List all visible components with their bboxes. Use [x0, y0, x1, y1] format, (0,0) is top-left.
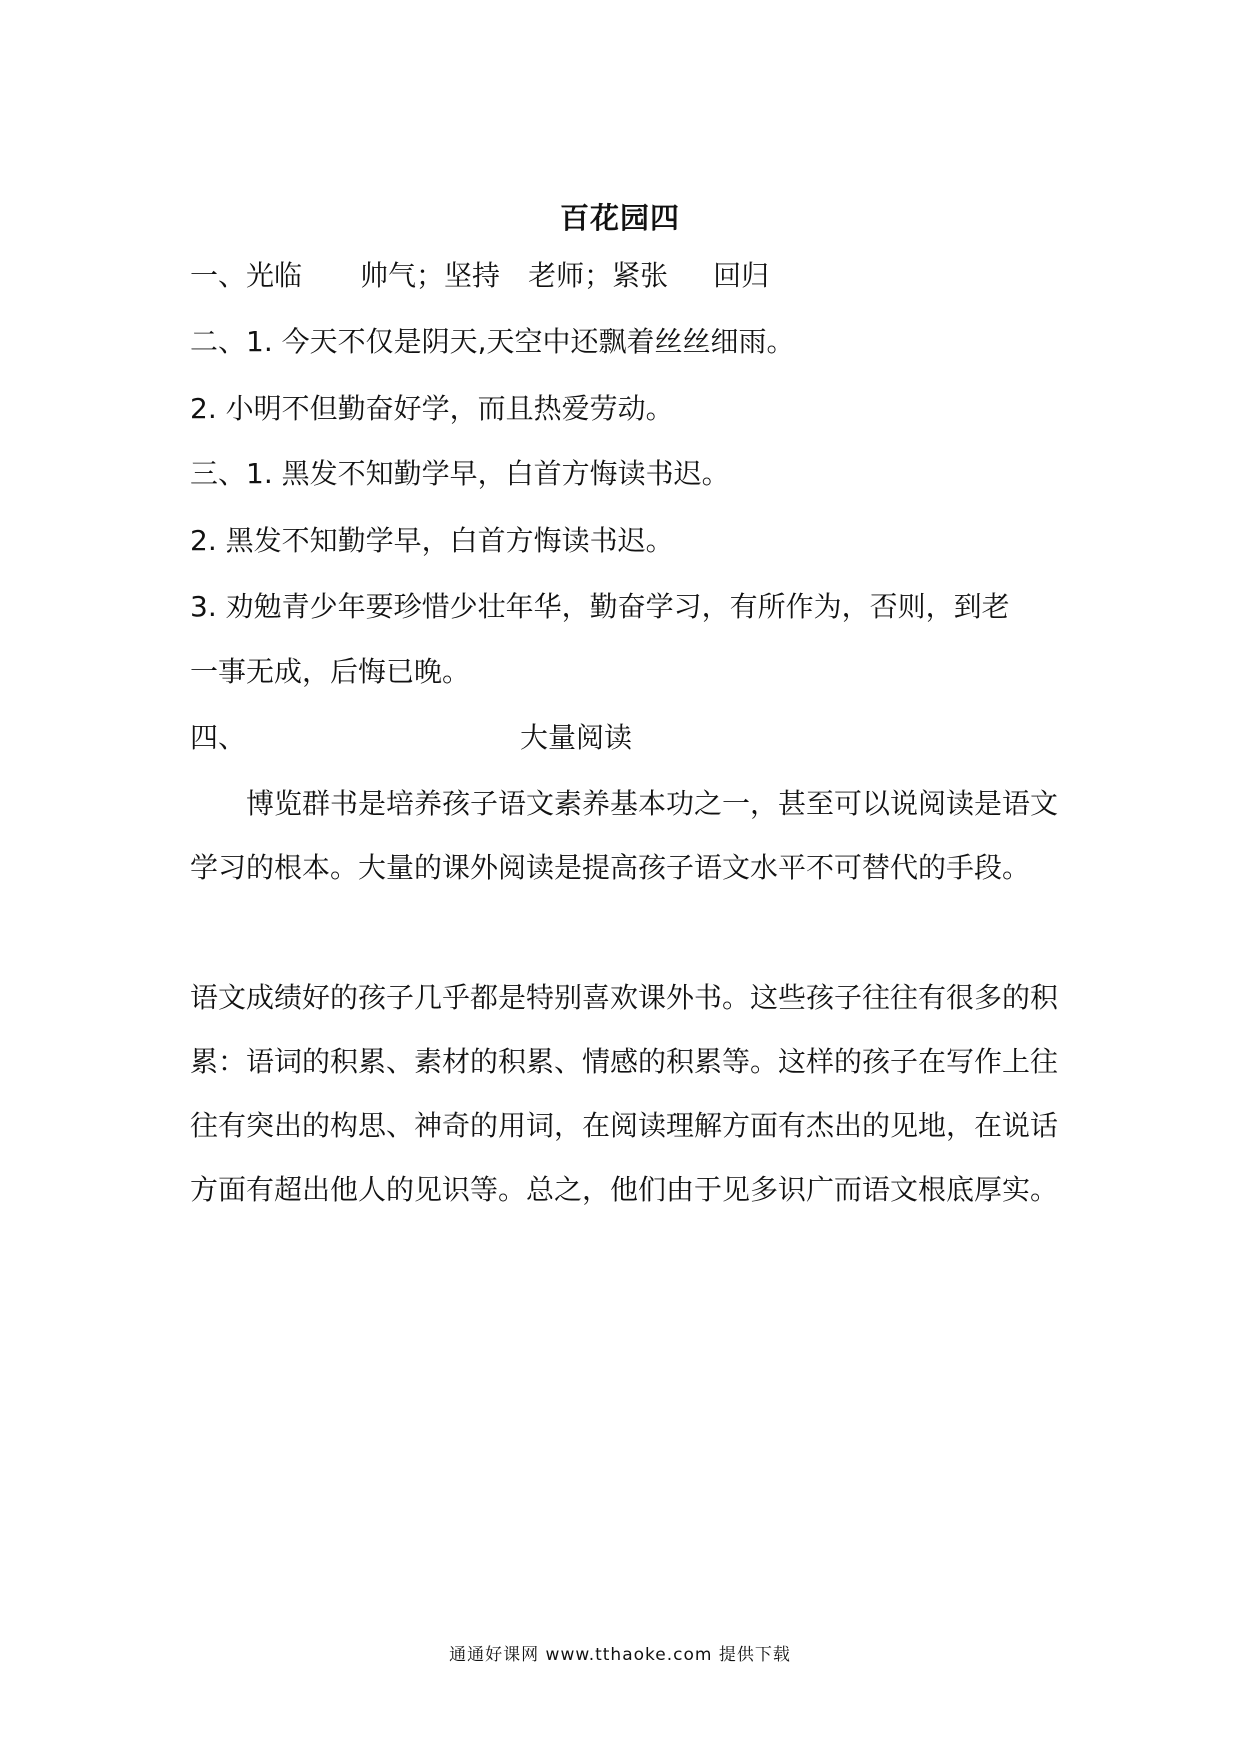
section-3-line-3a: 3. 劝勉青少年要珍惜少壮年华，勤奋学习，有所作为，否则，到老	[190, 590, 1010, 623]
answer-word: 帅气；	[360, 259, 445, 292]
section-4-paragraph-2: 语文成绩好的孩子几乎都是特别喜欢课外书。这些孩子往往有很多的积累：语词的积累、素材的积累、情感的积累等。这样的孩子在写作上往往有突出的构思、神奇的用词，在阅读理解方面有杰出的见地，在说话方面有超出他人的见识等。总之，他们由于见多识广而语文根底厚实。	[190, 981, 1059, 1206]
section-3-line-3b: 一事无成，后悔已晚。	[190, 655, 471, 688]
answer-word: 老师；	[528, 259, 613, 292]
section-4-paragraph-1: 博览群书是培养孩子语文素养基本功之一，甚至可以说阅读是语文学习的根本。大量的课外阅读是提高孩子语文水平不可替代的手段。	[190, 787, 1059, 884]
section-3-line-1: 三、1. 黑发不知勤学早，白首方悔读书迟。	[190, 457, 730, 490]
section-2-line-2: 2. 小明不但勤奋好学，而且热爱劳动。	[190, 392, 674, 425]
footer-source: 通通好课网 www.tthaoke.com 提供下载	[449, 1645, 791, 1665]
answer-word: 光临	[246, 259, 303, 292]
answer-word: 坚持	[444, 259, 501, 292]
answer-word: 回归	[713, 259, 770, 292]
section-2-line-1: 二、1. 今天不仅是阴天,天空中还飘着丝丝细雨。	[190, 325, 795, 358]
section-1-label: 一、	[190, 259, 247, 292]
answer-word: 紧张	[612, 259, 669, 292]
section-1-line	[190, 259, 770, 292]
page-title: 百花园四	[559, 201, 680, 235]
section-4-heading: 大量阅读	[520, 721, 633, 754]
section-3-line-2: 2. 黑发不知勤学早，白首方悔读书迟。	[190, 524, 674, 557]
section-4-label: 四、	[190, 721, 247, 754]
